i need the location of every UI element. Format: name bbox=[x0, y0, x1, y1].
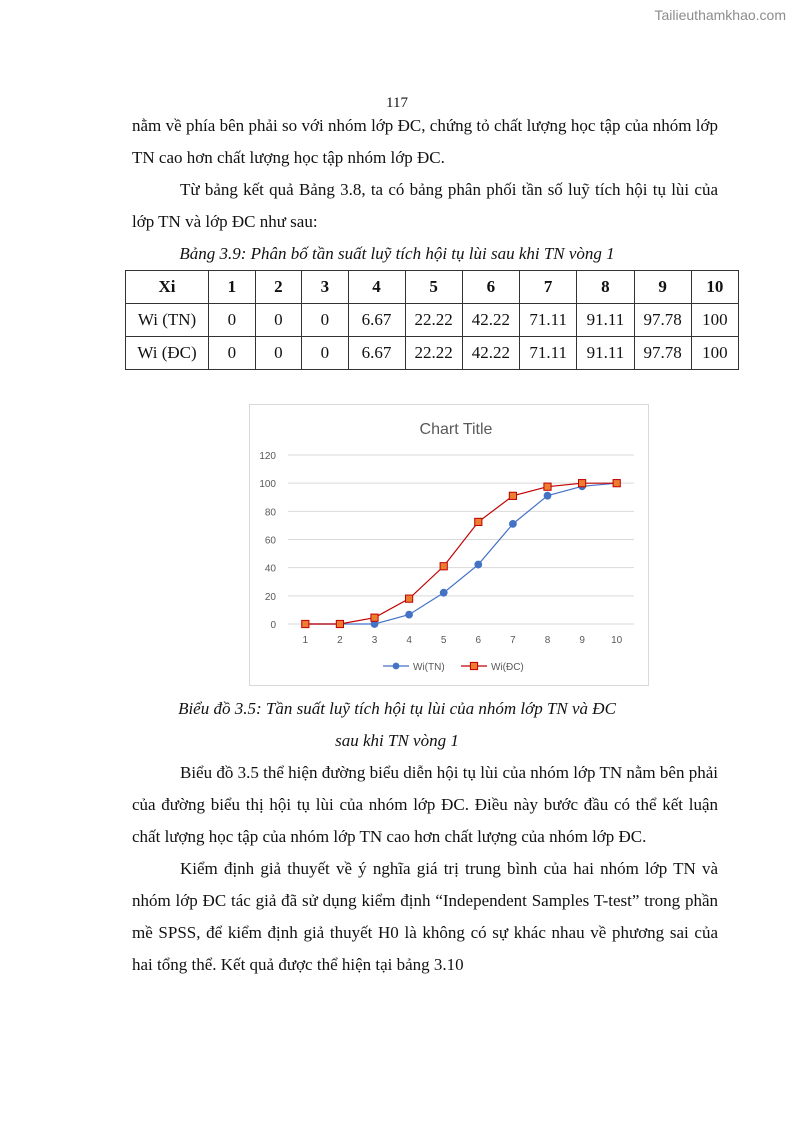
table-cell: 71.11 bbox=[520, 337, 577, 370]
table-caption: Bảng 3.9: Phân bố tần suất luỹ tích hội tụ lùi sau khi TN vòng 1 bbox=[179, 244, 615, 263]
table-header-cell: 2 bbox=[255, 271, 302, 304]
chart-title: Chart Title bbox=[419, 421, 493, 438]
series-line bbox=[305, 483, 616, 624]
table-cell: 22.22 bbox=[405, 304, 462, 337]
table-cell: 0 bbox=[209, 337, 256, 370]
table-cell: 97.78 bbox=[634, 337, 691, 370]
x-tick-label: 8 bbox=[544, 635, 551, 646]
data-point-dc bbox=[302, 620, 309, 627]
table-header-cell: 7 bbox=[520, 271, 577, 304]
table-cell: 6.67 bbox=[348, 304, 405, 337]
legend-marker-tn bbox=[393, 663, 400, 670]
data-point-dc bbox=[475, 518, 482, 525]
data-point-dc bbox=[406, 595, 413, 602]
page-number: 117 bbox=[386, 95, 408, 111]
x-tick-label: 9 bbox=[579, 635, 585, 646]
table-cell: 100 bbox=[691, 304, 738, 337]
table-cell: Wi (ĐC) bbox=[126, 337, 209, 370]
figure-caption-line-2: sau khi TN vòng 1 bbox=[335, 731, 459, 750]
table-cell: 0 bbox=[209, 304, 256, 337]
y-tick-label: 20 bbox=[264, 591, 276, 603]
y-tick-label: 120 bbox=[259, 451, 276, 462]
paragraph-3: Biểu đồ 3.5 thể hiện đường biểu diễn hội tụ lùi của nhóm lớp TN nằm bên phải của đường biểu thị hội tụ lùi của nhóm lớp ĐC. Điều này bước đầu có thể kết luận chất lượng học tập của nhóm lớp TN cao hơn chất lượng của nhóm lớp ĐC. bbox=[132, 763, 718, 846]
table-cell: 0 bbox=[255, 304, 302, 337]
paragraph-2: Từ bảng kết quả Bảng 3.8, ta có bảng phân phối tần số luỹ tích hội tụ lùi của lớp TN và lớp ĐC như sau: bbox=[132, 180, 718, 231]
data-point-tn bbox=[440, 589, 447, 596]
table-cell: 71.11 bbox=[520, 304, 577, 337]
discussion-text bbox=[132, 757, 718, 981]
data-point-dc bbox=[544, 483, 551, 490]
x-tick-label: 5 bbox=[440, 635, 447, 646]
line-chart bbox=[249, 404, 649, 686]
x-tick-label: 6 bbox=[475, 635, 482, 646]
table-cell: 100 bbox=[691, 337, 738, 370]
y-tick-label: 0 bbox=[270, 620, 276, 631]
data-point-dc bbox=[371, 614, 378, 621]
table-cell: 0 bbox=[255, 337, 302, 370]
data-point-dc bbox=[440, 563, 447, 570]
x-tick-label: 2 bbox=[337, 635, 343, 646]
table-header-cell: Xi bbox=[126, 271, 209, 304]
table-cell: 91.11 bbox=[577, 304, 634, 337]
table-cell: 6.67 bbox=[348, 337, 405, 370]
table-cell: 0 bbox=[302, 304, 349, 337]
table-header-row bbox=[126, 271, 739, 304]
paragraph-4: Kiểm định giả thuyết về ý nghĩa giá trị trung bình của hai nhóm lớp TN và nhóm lớp ĐC tác giả đã sử dụng kiểm định “Independent Samples T-test” trong phần mề SPSS, để kiểm định giả thuyết H0 là không có sự khác nhau về phương sai của hai tổng thể. Kết quả được thể hiện tại bảng 3.10 bbox=[132, 859, 718, 974]
table-header-cell: 5 bbox=[405, 271, 462, 304]
data-point-tn bbox=[510, 520, 517, 527]
table-row bbox=[126, 337, 739, 370]
chart-svg bbox=[250, 405, 648, 685]
y-tick-label: 60 bbox=[264, 535, 276, 547]
table-cell: 0 bbox=[302, 337, 349, 370]
x-tick-label: 3 bbox=[371, 635, 378, 646]
data-point-tn bbox=[406, 611, 413, 618]
table-header-cell: 6 bbox=[462, 271, 519, 304]
table-cell: 91.11 bbox=[577, 337, 634, 370]
table-header-cell: 4 bbox=[348, 271, 405, 304]
table-header-cell: 1 bbox=[209, 271, 256, 304]
table-cell: Wi (TN) bbox=[126, 304, 209, 337]
x-tick-label: 1 bbox=[302, 635, 309, 646]
x-tick-label: 10 bbox=[611, 635, 623, 646]
table-header-cell: 9 bbox=[634, 271, 691, 304]
series-line bbox=[305, 483, 616, 624]
legend-marker-dc bbox=[470, 662, 477, 669]
data-point-tn bbox=[475, 561, 482, 568]
y-tick-label: 80 bbox=[264, 507, 276, 519]
legend-label: Wi(ĐC) bbox=[491, 662, 524, 673]
paragraph-1: nằm về phía bên phải so với nhóm lớp ĐC, chứng tỏ chất lượng học tập của nhóm lớp TN cao hơn chất lượng học tập nhóm lớp ĐC. bbox=[132, 116, 718, 167]
table-cell: 42.22 bbox=[462, 304, 519, 337]
frequency-table bbox=[125, 270, 739, 370]
data-point-dc bbox=[509, 492, 516, 499]
data-point-tn bbox=[544, 492, 551, 499]
data-point-dc bbox=[613, 480, 620, 487]
watermark: Tailieuthamkhao.com bbox=[654, 7, 786, 23]
intro-text bbox=[132, 110, 718, 238]
table-header-cell: 8 bbox=[577, 271, 634, 304]
table-cell: 97.78 bbox=[634, 304, 691, 337]
table-row bbox=[126, 304, 739, 337]
y-tick-label: 40 bbox=[264, 563, 276, 575]
legend-label: Wi(TN) bbox=[413, 662, 445, 673]
table-cell: 22.22 bbox=[405, 337, 462, 370]
data-point-dc bbox=[579, 480, 586, 487]
figure-caption-line-1: Biểu đồ 3.5: Tần suất luỹ tích hội tụ lùi của nhóm lớp TN và ĐC bbox=[178, 699, 616, 718]
table-header-cell: 10 bbox=[691, 271, 738, 304]
table-header-cell: 3 bbox=[302, 271, 349, 304]
data-point-dc bbox=[336, 620, 343, 627]
x-tick-label: 4 bbox=[406, 635, 412, 646]
x-tick-label: 7 bbox=[510, 635, 516, 646]
y-tick-label: 100 bbox=[259, 479, 276, 491]
table-cell: 42.22 bbox=[462, 337, 519, 370]
